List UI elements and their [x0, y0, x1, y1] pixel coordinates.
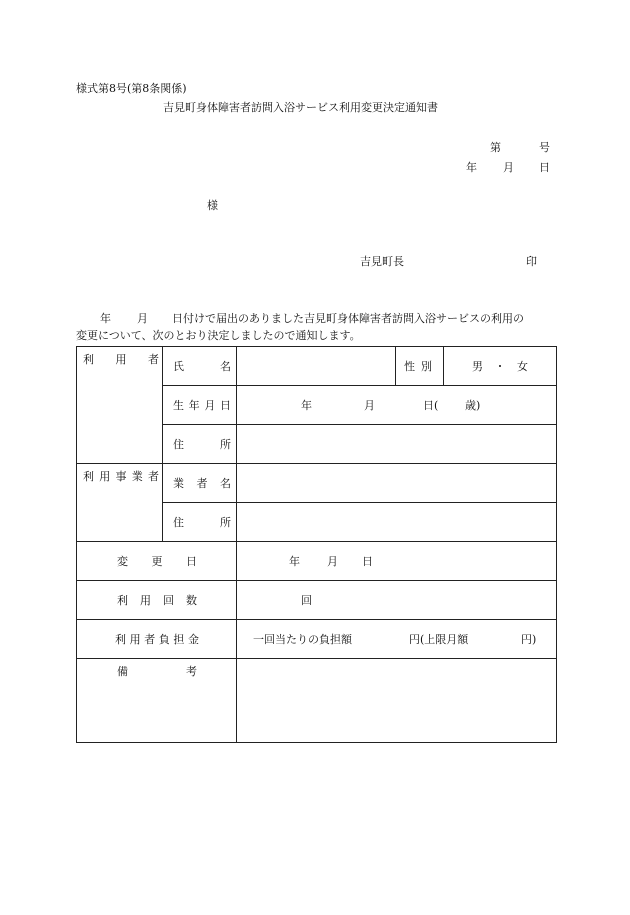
table-row: [77, 581, 557, 620]
provider-address-label: 住所: [173, 516, 231, 529]
usage-count-label: 利用回数: [117, 594, 197, 607]
gender-value: 男・女: [472, 360, 528, 373]
provider-name-value-cell[interactable]: [237, 464, 557, 503]
change-date-day: 日: [362, 555, 373, 568]
birth-day: 日(: [423, 399, 439, 412]
provider-category-cell: [77, 464, 163, 542]
usage-count-value-cell[interactable]: [237, 581, 557, 620]
user-category-cell: [77, 347, 163, 464]
user-address-label: 住所: [173, 438, 231, 451]
gender-label-cell: [396, 347, 444, 386]
table-row: [77, 542, 557, 581]
remarks-label-cell: [77, 659, 237, 743]
provider-address-value-cell[interactable]: [237, 503, 557, 542]
table-row: [77, 659, 557, 743]
number-go: 号: [539, 141, 550, 154]
issuer-name: 吉見町長: [360, 255, 404, 268]
recipient-suffix: 様: [207, 199, 218, 212]
birth-label: 生年月日: [173, 399, 231, 412]
body-year: 年: [100, 312, 111, 325]
birth-value-cell[interactable]: [237, 386, 557, 425]
body-line-1: 日付けで届出のありました吉見町身体障害者訪問入浴サービスの利用の: [172, 312, 524, 325]
remarks-value-cell[interactable]: [237, 659, 557, 743]
user-address-value-cell[interactable]: [237, 425, 557, 464]
gender-value-cell[interactable]: [444, 347, 557, 386]
change-date-label-cell: [77, 542, 237, 581]
user-address-label-cell: [163, 425, 237, 464]
birth-age: 歳): [465, 399, 481, 412]
gender-label: 性別: [404, 360, 432, 373]
name-value-cell[interactable]: [237, 347, 396, 386]
provider-name-label-cell: [163, 464, 237, 503]
remarks-label: 備考: [117, 665, 197, 678]
burden-label: 利用者負担金: [115, 633, 199, 646]
body-line-2: 変更について、次のとおり決定しましたので通知します。: [76, 329, 361, 342]
table-row: [77, 347, 557, 386]
table-row: [77, 620, 557, 659]
number-dai: 第: [490, 141, 501, 154]
burden-label-cell: [77, 620, 237, 659]
document-title: 吉見町身体障害者訪問入浴サービス利用変更決定通知書: [163, 101, 438, 114]
burden-monthly-cap: 円(上限月額: [409, 633, 469, 646]
birth-month: 月: [364, 399, 375, 412]
change-date-value-cell[interactable]: [237, 542, 557, 581]
provider-address-label-cell: [163, 503, 237, 542]
birth-year: 年: [301, 399, 312, 412]
table-row: [77, 464, 557, 503]
body-month: 月: [137, 312, 148, 325]
date-month: 月: [503, 161, 514, 174]
burden-value-cell[interactable]: [237, 620, 557, 659]
seal-mark: 印: [526, 255, 537, 268]
user-category-label: 利用者: [83, 353, 159, 366]
name-label: 氏名: [173, 360, 231, 373]
form-number: 様式第8号(第8条関係): [76, 82, 187, 95]
change-date-label: 変更日: [117, 555, 197, 568]
name-label-cell: [163, 347, 237, 386]
provider-name-label: 業者名: [173, 477, 231, 490]
change-date-year: 年: [289, 555, 300, 568]
date-year: 年: [466, 161, 477, 174]
provider-category-label: 利用事業者: [83, 470, 159, 483]
date-day: 日: [539, 161, 550, 174]
decision-table: [76, 346, 557, 743]
burden-per-use: 一回当たりの負担額: [253, 633, 352, 646]
birth-label-cell: [163, 386, 237, 425]
usage-count-unit: 回: [301, 594, 312, 607]
burden-monthly-yen: 円): [521, 633, 537, 646]
change-date-month: 月: [327, 555, 338, 568]
usage-count-label-cell: [77, 581, 237, 620]
